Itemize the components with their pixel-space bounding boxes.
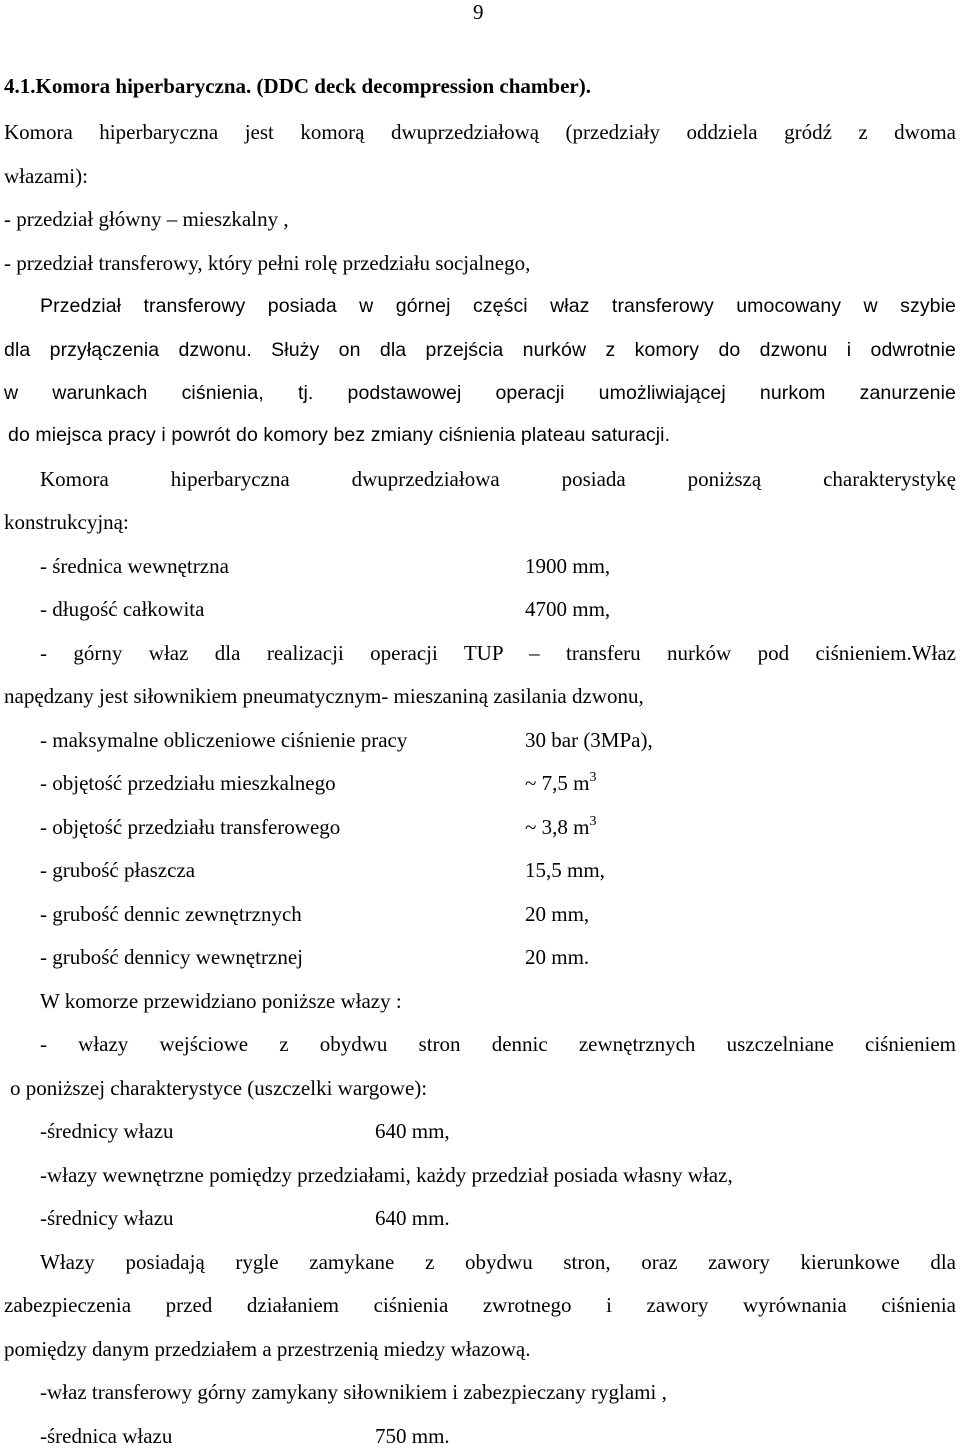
spec-unit-superscript: 3	[589, 770, 597, 785]
bolts-para-line-1: Włazy posiadają rygle zamykane z obydwu stron, oraz zawory kierunkowe dla	[40, 1250, 956, 1274]
intro-line-2: włazami):	[4, 164, 88, 188]
spec-label: - długość całkowita	[40, 597, 205, 621]
spec-label: - grubość płaszcza	[40, 858, 196, 882]
spec-value: 4700 mm,	[525, 597, 611, 621]
hatch-top-line-1: - górny właz dla realizacji operacji TUP – transferu nurków pod ciśnieniem.Właz	[40, 641, 956, 665]
spec-label: - maksymalne obliczeniowe ciśnienie pracy	[40, 728, 408, 752]
intro-item-1: - przedział główny – mieszkalny ,	[4, 207, 289, 231]
hatch-top-line-2: napędzany jest siłownikiem pneumatycznym- mieszaniną zasilania dzwonu,	[4, 684, 644, 708]
spec-label: - grubość dennicy wewnętrznej	[40, 945, 303, 969]
construction-line-2: konstrukcyjną:	[4, 510, 129, 534]
hatch-diameter-label: -średnicy włazu	[40, 1119, 174, 1143]
bolts-para-line-2: zabezpieczenia przed działaniem ciśnienia zwrotnego i zawory wyrównania ciśnienia	[4, 1293, 956, 1317]
spec-value: 15,5 mm,	[525, 858, 605, 882]
inner-hatches: -włazy wewnętrzne pomiędzy przedziałami, każdy przedział posiada własny właz,	[40, 1163, 733, 1187]
spec-unit-superscript: 3	[589, 814, 597, 829]
spec-label: - grubość dennic zewnętrznych	[40, 902, 302, 926]
spec-label: - objętość przedziału transferowego	[40, 815, 341, 839]
spec-value: 20 mm.	[525, 945, 590, 969]
spec-label: - średnica wewnętrzna	[40, 554, 229, 578]
spec-value: 20 mm,	[525, 902, 590, 926]
transfer-para-line-1: Przedział transferowy posiada w górnej części właz transferowy umocowany w szybie	[40, 295, 956, 317]
hatch-diameter-label: -średnica włazu	[40, 1424, 173, 1448]
entry-hatches-line-1: - włazy wejściowe z obydwu stron dennic zewnętrznych uszczelniane ciśnieniem	[40, 1032, 956, 1056]
spec-value: ~ 3,8 m	[525, 815, 590, 839]
entry-hatches-line-2: o poniższej charakterystyce (uszczelki wargowe):	[10, 1076, 428, 1100]
page-number: 9	[473, 0, 484, 24]
transfer-hatch: -właz transferowy górny zamykany siłownikiem i zabezpieczany ryglami ,	[40, 1380, 667, 1404]
hatch-diameter-label: -średnicy włazu	[40, 1206, 174, 1230]
hatch-diameter-value: 640 mm,	[375, 1119, 450, 1143]
construction-line-1: Komora hiperbaryczna dwuprzedziałowa posiada poniższą charakterystykę	[40, 467, 956, 491]
hatch-diameter-value: 640 mm.	[375, 1206, 450, 1230]
section-heading: 4.1.Komora hiperbaryczna. (DDC deck decompression chamber).	[4, 74, 591, 98]
intro-item-2: - przedział transferowy, który pełni rolę przedziału socjalnego,	[4, 251, 531, 275]
hatches-intro: W komorze przewidziano poniższe włazy :	[40, 989, 402, 1013]
spec-value: 30 bar (3MPa),	[525, 728, 653, 752]
hatch-diameter-value: 750 mm.	[375, 1424, 450, 1448]
transfer-para-line-2: dla przyłączenia dzwonu. Służy on dla przejścia nurków z komory do dzwonu i odwrotnie	[4, 339, 956, 361]
intro-line-1: Komora hiperbaryczna jest komorą dwuprzedziałową (przedziały oddziela gródź z dwoma	[4, 120, 956, 144]
bolts-para-line-3: pomiędzy danym przedziałem a przestrzenią miedzy włazową.	[4, 1337, 531, 1361]
spec-value: 1900 mm,	[525, 554, 611, 578]
spec-value: ~ 7,5 m	[525, 771, 590, 795]
transfer-para-line-4: do miejsca pracy i powrót do komory bez zmiany ciśnienia plateau saturacji.	[8, 424, 671, 446]
transfer-para-line-3: w warunkach ciśnienia, tj. podstawowej operacji umożliwiającej nurkom zanurzenie	[4, 382, 956, 404]
spec-label: - objętość przedziału mieszkalnego	[40, 771, 336, 795]
